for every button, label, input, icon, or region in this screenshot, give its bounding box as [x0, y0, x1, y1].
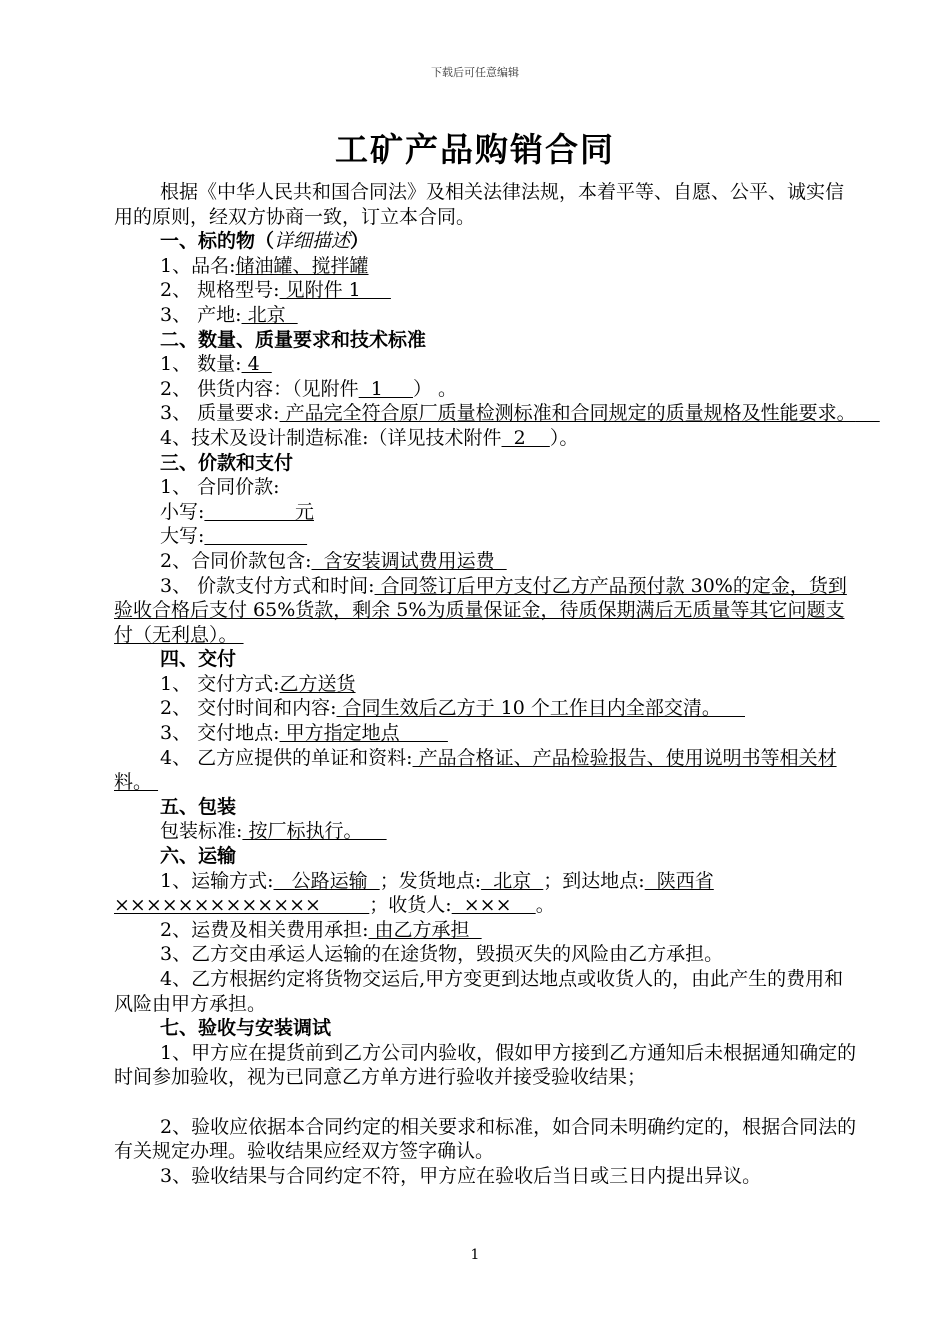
freight-cost-line: [114, 918, 860, 943]
documents-line: [114, 746, 860, 795]
inspection-clause-2: 2、验收应依据本合同约定的相关要求和标准，如合同未明确约定的，根据合同法的有关规定办理。验收结果应经双方签字确认。: [114, 1115, 857, 1163]
delivery-place-line: [114, 721, 860, 746]
change-destination-line: 4、乙方根据约定将货物交运后,甲方变更到达地点或收货人的，由此产生的费用和风险由甲方承担。: [114, 968, 844, 1015]
quantity-label: 1、 数量:: [160, 353, 242, 376]
transport-method-label: 1、运输方式:: [160, 869, 274, 892]
packaging-value: 按厂标执行。: [242, 820, 387, 843]
tech-standard-line: [114, 426, 860, 451]
delivery-method-line: [114, 672, 860, 697]
tech-standard-end: ）。: [549, 426, 579, 449]
contract-title: 工矿产品购销合同: [335, 130, 615, 169]
price-uppercase-line: [114, 524, 860, 549]
page-header: 下载后可任意编辑: [431, 66, 519, 79]
delivery-method-label: 1、 交付方式:: [160, 672, 280, 695]
section-2-heading: 二、数量、质量要求和技术标准: [160, 328, 427, 351]
delivery-time-value: 合同生效后乙方于 10 个工作日内全部交清。: [336, 697, 745, 720]
price-lowercase-value: 元: [204, 500, 314, 523]
packaging-label: 包装标准:: [160, 820, 243, 843]
supply-content-value: 1: [358, 377, 414, 400]
section-4-heading: 四、交付: [160, 648, 237, 671]
price-includes-value: 含安装调试费用运费: [311, 549, 507, 572]
delivery-time-line: [114, 696, 860, 721]
price-lowercase-label: 小写:: [160, 500, 205, 523]
contract-price-line: 1、 合同价款:: [160, 476, 280, 499]
destination-label: ；到达地点:: [543, 869, 645, 892]
supply-content-end: ） 。: [413, 377, 458, 400]
consignee-value: ×××: [451, 894, 536, 917]
spec-model-value: 见附件 1: [279, 279, 391, 302]
documents-label: 4、 乙方应提供的单证和资料:: [160, 746, 413, 769]
product-name-value: 储油罐、搅拌罐: [235, 254, 369, 277]
transport-method-line: [114, 869, 860, 918]
section-1-title: 一、标的物（: [160, 230, 275, 253]
section-6-heading: 六、运输: [160, 845, 237, 868]
supply-content-line: [114, 377, 860, 402]
payment-terms-label: 3、 价款支付方式和时间:: [160, 574, 375, 597]
documents-value: 产品合格证、产品检验报告、使用说明书等相关材料。: [114, 746, 837, 794]
page-number: 1: [470, 1247, 480, 1263]
transport-method-value: 公路运输: [273, 869, 380, 892]
origin-line: [114, 303, 860, 328]
product-name-line: [114, 254, 860, 279]
consignee-label: ；收货人:: [369, 894, 452, 917]
quantity-line: [114, 352, 860, 377]
payment-terms-value: 合同签订后甲方支付乙方产品预付款 30%的定金，货到验收合格后支付 65%货款，剩余 5%为质量保证金，待质保期满后无质量等其它问题支付（无利息）。: [114, 574, 847, 646]
transport-line-end: 。: [535, 894, 555, 917]
transit-risk-line: 3、乙方交由承运人运输的在途货物，毁损灭失的风险由乙方承担。: [160, 943, 724, 966]
tech-standard-value: 2: [501, 426, 550, 449]
section-3-heading: 三、价款和支付: [160, 451, 294, 474]
spec-model-line: [114, 278, 860, 303]
contract-body: [114, 180, 880, 1188]
tech-standard-label: 4、技术及设计制造标准:（详见技术附件: [160, 426, 502, 449]
price-uppercase-value: [204, 525, 307, 547]
quality-requirement-line: [114, 401, 880, 426]
delivery-method-value: 乙方送货: [279, 672, 356, 695]
freight-cost-label: 2、运费及相关费用承担:: [160, 918, 369, 941]
packaging-line: [114, 819, 860, 844]
spec-model-label: 2、 规格型号:: [160, 279, 280, 302]
inspection-clause-3: 3、验收结果与合同约定不符，甲方应在验收后当日或三日内提出异议。: [160, 1164, 762, 1187]
price-includes-label: 2、合同价款包含:: [160, 549, 312, 572]
ship-from-label: ；发货地点:: [379, 869, 482, 892]
delivery-place-label: 3、 交付地点:: [160, 722, 280, 745]
origin-value: 北京: [241, 303, 298, 326]
quality-requirement-label: 3、 质量要求:: [160, 402, 280, 425]
payment-terms-line: [114, 574, 860, 648]
price-includes-line: [114, 549, 860, 574]
section-5-heading: 五、包装: [160, 795, 237, 818]
section-1-title-end: ）: [350, 230, 370, 253]
price-lowercase-line: [114, 500, 860, 525]
paragraph-gap: [114, 1090, 860, 1115]
delivery-time-label: 2、 交付时间和内容:: [160, 697, 337, 720]
inspection-clause-1: 1、甲方应在提货前到乙方公司内验收，假如甲方接到乙方通知后未根据通知确定的时间参加验收，视为已同意乙方单方进行验收并接受验收结果；: [114, 1041, 857, 1089]
origin-label: 3、 产地:: [160, 303, 242, 326]
quality-requirement-value: 产品完全符合原厂质量检测标准和合同规定的质量规格及性能要求。: [279, 402, 880, 425]
price-uppercase-label: 大写:: [160, 525, 205, 548]
supply-content-label: 2、 供货内容：（见附件: [160, 377, 359, 400]
section-1-heading: [114, 229, 860, 254]
product-name-label: 1、品名:: [160, 254, 236, 277]
section-7-heading: 七、验收与安装调试: [160, 1017, 332, 1040]
destination-value: 陕西省×××××××××××××: [114, 869, 714, 917]
section-1-note: 详细描述: [274, 230, 351, 253]
delivery-place-value: 甲方指定地点: [279, 722, 448, 745]
freight-cost-value: 由乙方承担: [368, 918, 482, 941]
ship-from-value: 北京: [481, 869, 544, 892]
intro-paragraph: 根据《中华人民共和国合同法》及相关法律法规，本着平等、自愿、公平、诚实信用的原则，经双方协商一致，订立本合同。: [114, 181, 845, 228]
quantity-value: 4: [241, 353, 272, 376]
